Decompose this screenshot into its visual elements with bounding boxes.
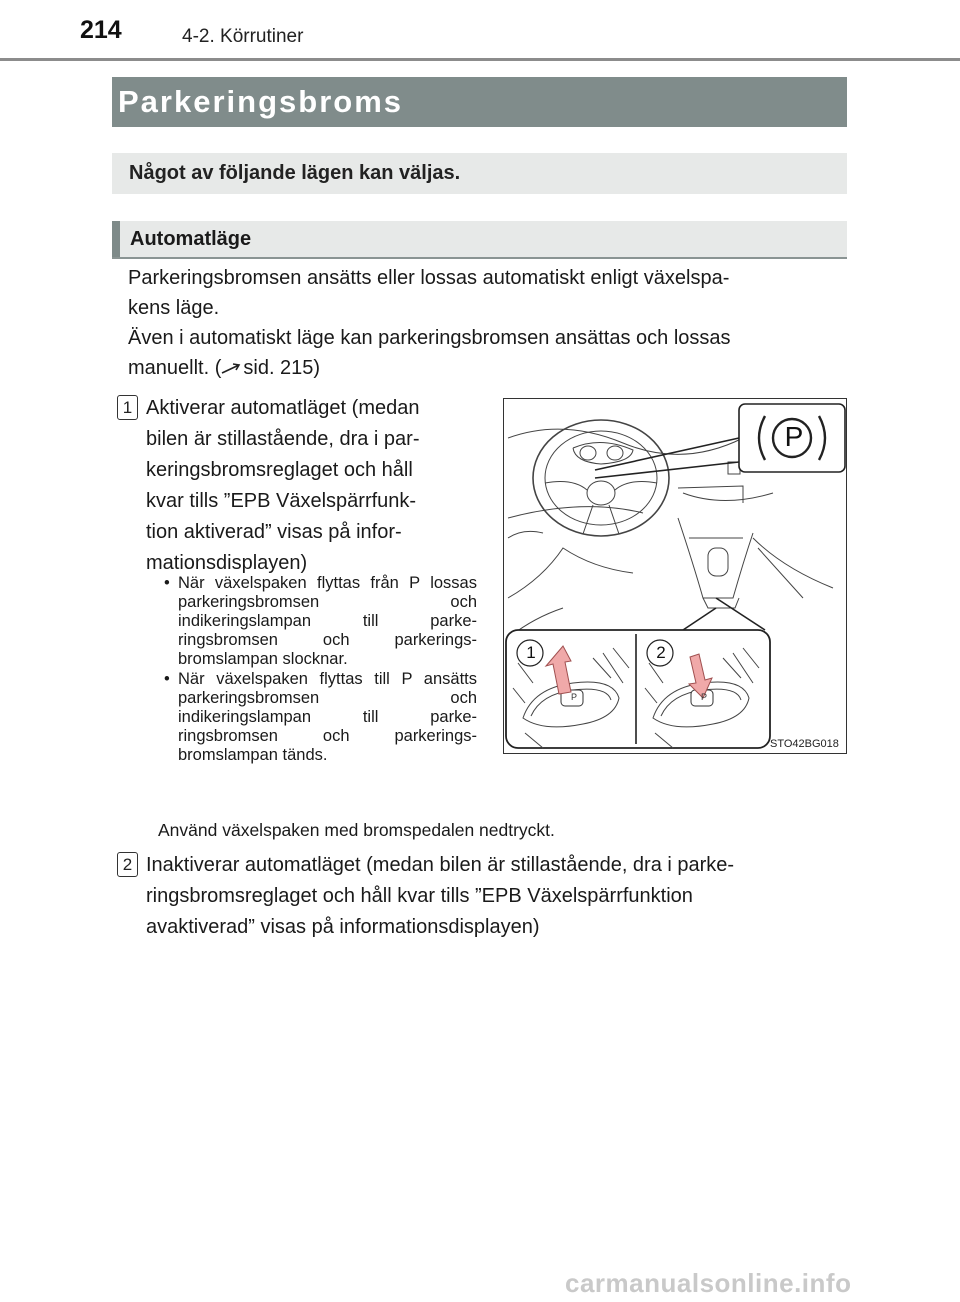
bullet-text: När växelspaken flyttas från P lossas parkeringsbromsen och indikeringslampan till parke-ringsbromsen och parkerings-bromslampan slocknar. [178,574,477,668]
bullet-marker: • [164,670,170,688]
item-1-line: Aktiverar automatläget (medan [146,397,420,419]
parking-p-symbol: P [784,421,804,452]
bullet-marker: • [164,574,170,592]
bullet-text: När växelspaken flyttas till P ansätts parkeringsbromsen och indikeringslampan till parke-ringsbromsen och parkerings-bromslampan tänds. [178,670,477,764]
bullet-item [160,670,477,765]
item-number-badge: 2 [117,852,138,877]
item-1-line: bilen är stillastående, dra i par- [146,428,420,450]
para-1-line-2: kens läge. [128,297,220,319]
item-number-badge: 1 [117,395,138,420]
switch-panel [506,630,770,748]
para-2-line-2 [128,353,840,383]
subsection-header [112,221,847,257]
para-2-line-1: Även i automatiskt läge kan parkeringsbromsen ansättas och lossas [128,327,731,349]
subsection-title: Automatläge [130,227,252,250]
item-1-line: mationsdisplayen) [146,552,308,574]
callout-number: 1 [526,643,536,662]
subsection-underline [112,257,847,259]
header-rule [0,58,960,61]
item-2-line: ringsbromsreglaget och håll kvar tills ”EPB Växelspärrfunktion [146,885,693,907]
item-2-line: Inaktiverar automatläget (medan bilen är stillastående, dra i parke- [146,854,735,876]
item-1-line: keringsbromsreglaget och håll [146,459,413,481]
switch-p-label: P [700,692,707,702]
watermark: carmanualsonline.info [565,1268,852,1298]
item-2-line: avaktiverad” visas på informationsdisplayen) [146,916,540,938]
intro-box: Något av följande lägen kan väljas. [112,153,847,194]
item-1-line: tion aktiverad” visas på infor- [146,521,402,543]
item-1-line: kvar tills ”EPB Växelspärrfunk- [146,490,417,512]
bullet-list [160,574,477,766]
page-reference-link[interactable]: sid. 215) [243,357,321,379]
callout-number: 2 [656,643,666,662]
section-label: 4-2. Körrutiner [182,26,304,47]
parking-brake-figure [503,398,847,754]
switch-p-label: P [570,692,577,702]
bullet-item [160,574,477,669]
page-reference-arrow-icon [221,362,243,376]
para-2-prefix: manuellt. ( [128,357,222,379]
page-title: Parkeringsbroms [112,77,847,127]
usage-note: Använd växelspaken med bromspedalen nedtryckt. [158,820,555,840]
para-1-line-1: Parkeringsbromsen ansätts eller lossas automatiskt enligt växelspa- [128,267,730,289]
item-1-text [146,393,477,579]
page-number: 214 [80,16,122,44]
figure-code: STO42BG018 [770,738,839,750]
item-2-text [146,850,840,943]
